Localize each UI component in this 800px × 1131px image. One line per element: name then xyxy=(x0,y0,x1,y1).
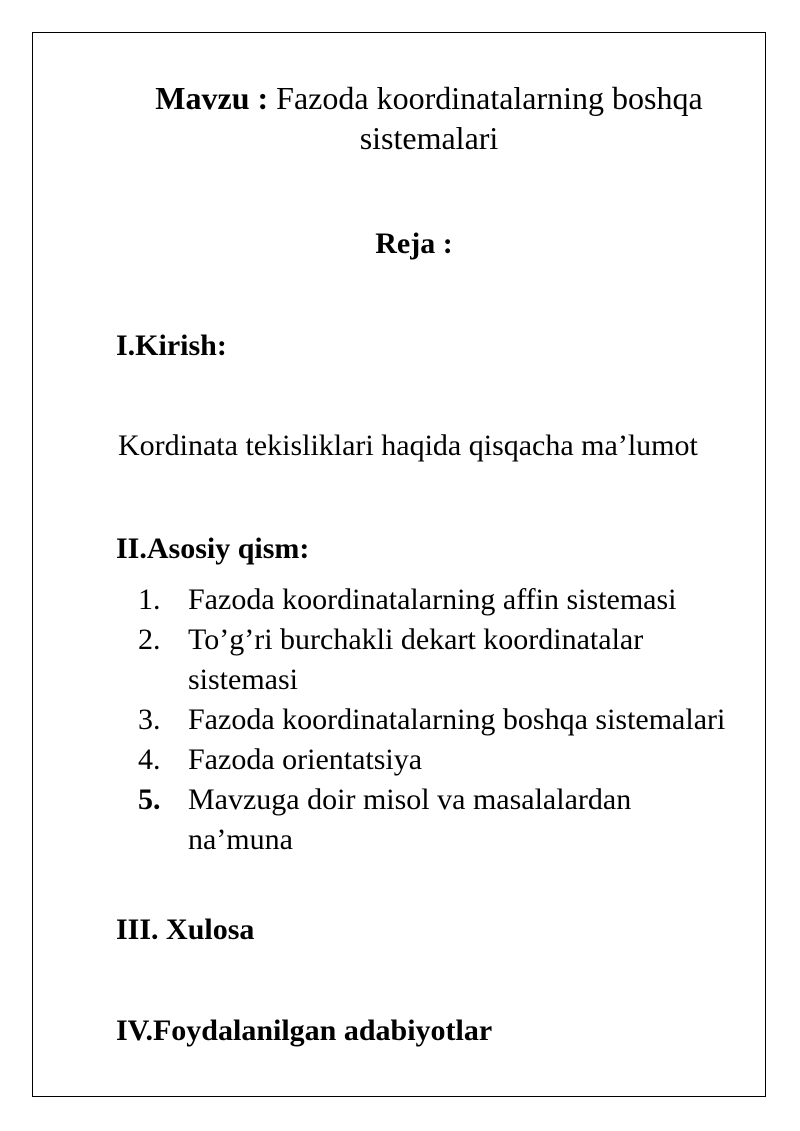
document-title xyxy=(100,78,758,158)
list-item-text: Fazoda koordinatalarning boshqa sistemalari xyxy=(188,703,726,736)
conclusion-heading: III. Xulosa xyxy=(116,913,255,946)
list-item-text: Fazoda orientatsiya xyxy=(188,743,423,776)
list-item-text: Mavzuga doir misol va masalalardan na’muna xyxy=(188,783,632,856)
list-item-number: 2. xyxy=(138,623,161,656)
list-item-number: 4. xyxy=(138,743,161,776)
plan-heading: Reja : xyxy=(375,227,453,260)
intro-heading: I.Kirish: xyxy=(116,329,227,362)
list-item xyxy=(138,700,738,740)
list-item xyxy=(138,580,738,620)
list-item xyxy=(138,740,738,780)
list-item-number: 5. xyxy=(138,783,161,816)
title-label: Mavzu : xyxy=(155,80,269,116)
main-items-list xyxy=(138,580,738,860)
references-heading: IV.Foydalanilgan adabiyotlar xyxy=(116,1014,493,1047)
list-item xyxy=(138,620,738,700)
list-item-number: 3. xyxy=(138,703,161,736)
intro-text: Kordinata tekisliklari haqida qisqacha ma’lumot xyxy=(118,429,698,462)
list-item-text: To’g’ri burchakli dekart koordinatalar sistemasi xyxy=(188,623,644,696)
title-text: Fazoda koordinatalarning boshqa sistemalari xyxy=(276,80,703,156)
list-item xyxy=(138,780,738,860)
list-item-number: 1. xyxy=(138,583,161,616)
main-heading: II.Asosiy qism: xyxy=(116,532,310,565)
list-item-text: Fazoda koordinatalarning affin sistemasi xyxy=(188,583,677,616)
